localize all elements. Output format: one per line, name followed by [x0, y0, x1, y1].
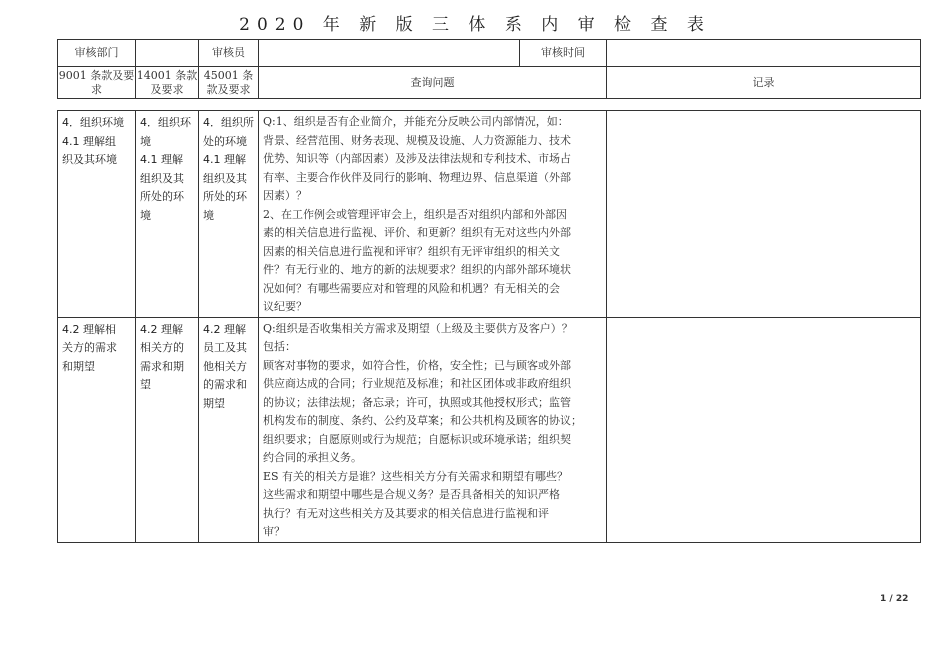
clause-45001-cell [199, 317, 259, 542]
question-line: 供应商达成的合同；行业规范及标准；和社区团体或非政府组织 [263, 377, 571, 390]
clause-line: 所处的环 [203, 190, 247, 203]
clause-line: 处的环境 [203, 134, 247, 148]
auditor-value [259, 40, 520, 67]
question-line: 顾客对事物的要求，如符合性，价格，安全性；已与顾客或外部 [263, 358, 571, 372]
question-line: 审？ [263, 525, 285, 538]
col-header-9001: 9001 条款及要求 [58, 67, 136, 99]
clause-line: 他相关方 [203, 359, 247, 373]
question-line: 素的相关信息进行监视、评价、和更新？组织有无对这些内外部 [263, 226, 571, 239]
col-header-record: 记录 [607, 67, 921, 99]
clause-line: 关方的需求 [62, 341, 117, 354]
clause-line: 4.2 理解 [140, 322, 183, 336]
question-line: 优势、知识等（内部因素）及涉及法律法规和专利技术、市场占 [263, 152, 571, 165]
clause-line: 境 [140, 134, 151, 148]
audit-time-value [607, 40, 921, 67]
clause-line: 境 [140, 208, 151, 222]
question-line: 议纪要？ [263, 300, 307, 313]
table-row [58, 111, 921, 318]
clause-line: 期望 [203, 396, 225, 410]
table-row [58, 317, 921, 542]
audit-time-label: 审核时间 [520, 40, 607, 67]
question-line: 因素）？ [263, 189, 307, 202]
col-header-14001: 14001 条款及要求 [136, 67, 199, 99]
clause-14001-cell [136, 317, 199, 542]
col-header-question: 查询问题 [259, 67, 607, 99]
header-table [57, 39, 921, 99]
question-line: 因素的相关信息进行监视和评审？组织有无评审组织的相关文 [263, 244, 560, 258]
clause-9001-cell [58, 111, 136, 318]
clause-9001-cell [58, 317, 136, 542]
question-cell [259, 317, 607, 542]
clause-line: 4.2 理解 [203, 322, 246, 336]
question-line: 组织要求；自愿原则或行为规范；自愿标识或环境承诺；组织契 [263, 432, 571, 446]
clause-line: 员工及其 [203, 341, 247, 354]
clause-line: 组织及其 [140, 171, 184, 185]
clause-line: 所处的环 [140, 190, 184, 203]
question-line: 执行？有无对这些相关方及其要求的相关信息进行监视和评 [263, 506, 549, 520]
clause-line: 4.1 理解 [140, 153, 183, 166]
record-cell[interactable] [607, 111, 921, 318]
document-title: 2020 年 新 版 三 体 系 内 审 检 查 表 [239, 15, 711, 35]
question-line: 2、在工作例会或管理评审会上，组织是否对组织内部和外部因 [263, 207, 567, 221]
page-number: 1 / 22 [880, 594, 909, 604]
clause-line: 境 [203, 208, 214, 222]
question-line: ES 有关的相关方是谁？这些相关方分有关需求和期望有哪些？ [263, 469, 569, 483]
question-line: 有率、主要合作伙伴及同行的影响、物理边界、信息渠道（外部 [263, 170, 571, 184]
question-line: 这些需求和期望中哪些是合规义务？是否具备相关的知识严格 [263, 488, 560, 501]
question-line: 况如何？有哪些需要应对和管理的风险和机遇？有无相关的会 [263, 281, 560, 295]
clause-line: 4．组织环境 [62, 116, 124, 129]
clause-line: 组织及其 [203, 171, 247, 185]
question-line: 件？有无行业的、地方的新的法规要求？组织的内部外部环境状 [263, 263, 571, 276]
clause-line: 4．组织所 [203, 116, 254, 129]
question-line: Q:组织是否收集相关方需求及期望（上级及主要供方及客户）？ [263, 321, 573, 335]
question-line: 的协议；法律法规；备忘录；许可，执照或其他授权形式；监管 [263, 395, 571, 409]
clause-line: 4．组织环 [140, 116, 191, 129]
clause-45001-cell [199, 111, 259, 318]
auditor-label: 审核员 [199, 40, 259, 67]
question-line: 背景、经营范围、财务表现、规模及设施、人力资源能力、技术 [263, 133, 571, 147]
clause-line: 4.1 理解组 [62, 134, 116, 148]
clause-line: 和期望 [62, 359, 95, 373]
question-line: 机构发布的制度、条约、公约及草案；和公共机构及顾客的协议； [263, 414, 582, 427]
clause-line: 的需求和 [203, 378, 247, 391]
audit-dept-label: 审核部门 [58, 40, 136, 67]
question-line: 包括： [263, 340, 296, 353]
question-cell [259, 111, 607, 318]
audit-dept-value [136, 40, 199, 67]
col-header-45001: 45001 条款及要求 [199, 67, 259, 99]
question-line: 约合同的承担义务。 [263, 451, 362, 464]
record-cell[interactable] [607, 317, 921, 542]
clause-line: 织及其环境 [62, 153, 117, 166]
clause-line: 相关方的 [140, 341, 184, 354]
clause-line: 望 [140, 378, 151, 391]
checklist-table [57, 110, 921, 543]
clause-14001-cell [136, 111, 199, 318]
clause-line: 需求和期 [140, 359, 184, 373]
clause-line: 4.2 理解相 [62, 322, 116, 336]
clause-line: 4.1 理解 [203, 153, 246, 166]
question-line: Q:1、组织是否有企业简介，并能充分反映公司内部情况，如： [263, 115, 569, 128]
